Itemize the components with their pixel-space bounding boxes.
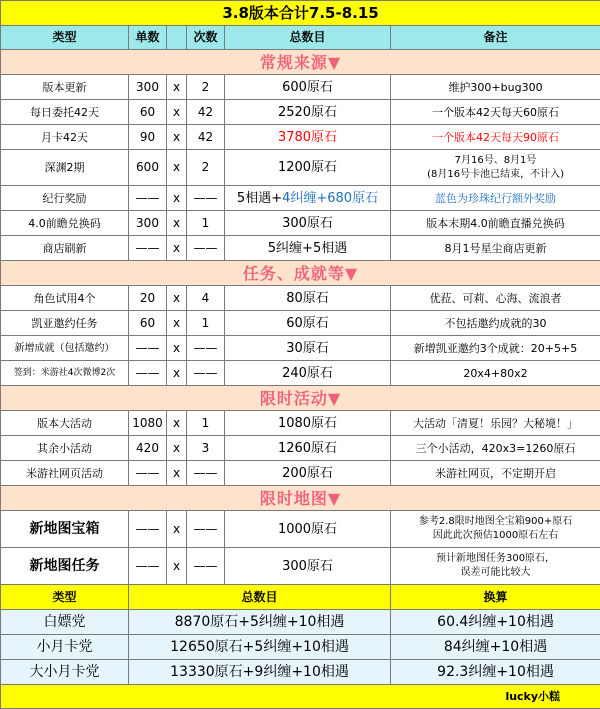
row-total: 1080原石 — [225, 411, 391, 436]
row-unit: —— — [129, 511, 167, 548]
row-times: 1 — [187, 211, 225, 236]
total-part-blue: 4纠缠+680原石 — [282, 191, 378, 206]
row-note — [391, 150, 600, 186]
row-unit: 300 — [129, 211, 167, 236]
row-times: 4 — [187, 286, 225, 311]
row-times: 2 — [187, 150, 225, 186]
row-x: x — [167, 511, 187, 548]
row-type: 4.0前瞻兑换码 — [1, 211, 129, 236]
row-times: —— — [187, 548, 225, 585]
row-times: —— — [187, 361, 225, 386]
row-x: x — [167, 125, 187, 150]
row-note: 一个版本42天每天60原石 — [391, 100, 600, 125]
row-unit: —— — [129, 236, 167, 261]
row-note: 米游社网页，不定期开启 — [391, 461, 600, 486]
section-map — [1, 486, 600, 511]
row-x: x — [167, 150, 187, 186]
row-type: 版本更新 — [1, 75, 129, 100]
table-row — [1, 125, 600, 150]
row-x: x — [167, 186, 187, 211]
table-row — [1, 511, 600, 548]
row-times: 1 — [187, 411, 225, 436]
row-unit: 1080 — [129, 411, 167, 436]
header-x — [167, 26, 187, 50]
row-x: x — [167, 461, 187, 486]
table-row — [1, 311, 600, 336]
row-x: x — [167, 336, 187, 361]
table-row — [1, 236, 600, 261]
row-type: 新地图任务 — [1, 548, 129, 585]
row-x: x — [167, 286, 187, 311]
section-tasks — [1, 261, 600, 286]
row-x: x — [167, 361, 187, 386]
row-times: 42 — [187, 100, 225, 125]
row-type: 新增成就（包括邀约） — [1, 336, 129, 361]
row-times: 1 — [187, 311, 225, 336]
row-unit: 60 — [129, 100, 167, 125]
page-title: 3.8版本合计7.5-8.15 — [1, 1, 600, 26]
summary-total: 12650原石+5纠缠+10相遇 — [129, 635, 391, 660]
row-note: 新增凯亚邀约3个成就：20+5+5 — [391, 336, 600, 361]
row-type: 每日委托42天 — [1, 100, 129, 125]
row-total: 1260原石 — [225, 436, 391, 461]
row-unit: —— — [129, 548, 167, 585]
table-row — [1, 75, 600, 100]
summary-header-row — [1, 585, 600, 610]
row-times: —— — [187, 511, 225, 548]
row-type: 深渊2期 — [1, 150, 129, 186]
header-row — [1, 26, 600, 50]
row-x: x — [167, 411, 187, 436]
row-times: 42 — [187, 125, 225, 150]
summary-header-total: 总数目 — [129, 585, 391, 610]
table-row — [1, 548, 600, 585]
row-note: 优菈、可莉、心海、流浪者 — [391, 286, 600, 311]
row-x: x — [167, 211, 187, 236]
section-event — [1, 386, 600, 411]
table-row — [1, 361, 600, 386]
note-line: 误差可能比较大 — [393, 566, 598, 580]
row-note: 三个小活动，420x3=1260原石 — [391, 436, 600, 461]
title-row — [1, 1, 600, 26]
section-title: 任务、成就等▼ — [1, 261, 600, 286]
row-total: 3780原石 — [225, 125, 391, 150]
summary-row — [1, 660, 600, 685]
row-total: 200原石 — [225, 461, 391, 486]
section-title: 限时地图▼ — [1, 486, 600, 511]
row-type: 角色试用4个 — [1, 286, 129, 311]
row-unit: —— — [129, 461, 167, 486]
row-note: 蓝色为珍珠纪行额外奖励 — [391, 186, 600, 211]
summary-convert: 84纠缠+10相遇 — [391, 635, 600, 660]
row-times: —— — [187, 186, 225, 211]
note-line: 7月16号、8月1号 — [393, 154, 598, 168]
row-times: 2 — [187, 75, 225, 100]
row-total: 80原石 — [225, 286, 391, 311]
row-x: x — [167, 75, 187, 100]
row-type: 纪行奖励 — [1, 186, 129, 211]
row-total: 2520原石 — [225, 100, 391, 125]
row-note: 大活动「清夏！乐园？大秘境！」 — [391, 411, 600, 436]
table-row — [1, 461, 600, 486]
section-regular — [1, 50, 600, 75]
note-line: (8月16号卡池已结束，不计入) — [393, 168, 598, 182]
row-total: 300原石 — [225, 211, 391, 236]
row-x: x — [167, 100, 187, 125]
row-unit: 90 — [129, 125, 167, 150]
summary-convert: 60.4纠缠+10相遇 — [391, 610, 600, 635]
summary-type: 白嫖党 — [1, 610, 129, 635]
summary-total: 13330原石+9纠缠+10相遇 — [129, 660, 391, 685]
summary-type: 大小月卡党 — [1, 660, 129, 685]
row-x: x — [167, 436, 187, 461]
footer-credit: lucky小糕 — [1, 685, 600, 709]
row-x: x — [167, 236, 187, 261]
total-part: 5相遇+ — [237, 191, 282, 206]
row-x: x — [167, 311, 187, 336]
header-unit: 单数 — [129, 26, 167, 50]
summary-total: 8870原石+5纠缠+10相遇 — [129, 610, 391, 635]
row-total: 60原石 — [225, 311, 391, 336]
summary-header-type: 类型 — [1, 585, 129, 610]
row-note: 维护300+bug300 — [391, 75, 600, 100]
row-times: 3 — [187, 436, 225, 461]
row-unit: —— — [129, 186, 167, 211]
table-row — [1, 211, 600, 236]
row-note — [391, 548, 600, 585]
row-unit: —— — [129, 361, 167, 386]
row-type: 版本大活动 — [1, 411, 129, 436]
row-note: 一个版本42天每天90原石 — [391, 125, 600, 150]
summary-convert: 92.3纠缠+10相遇 — [391, 660, 600, 685]
row-unit: 20 — [129, 286, 167, 311]
row-type: 签到：米游社4次微博2次 — [1, 361, 129, 386]
row-total — [225, 186, 391, 211]
table-row — [1, 100, 600, 125]
header-note: 备注 — [391, 26, 600, 50]
row-type: 月卡42天 — [1, 125, 129, 150]
row-total: 5纠缠+5相遇 — [225, 236, 391, 261]
row-total: 600原石 — [225, 75, 391, 100]
row-unit: 600 — [129, 150, 167, 186]
table-row — [1, 336, 600, 361]
row-note: 不包括邀约成就的30 — [391, 311, 600, 336]
row-type: 商店刷新 — [1, 236, 129, 261]
note-line: 因此此次预估1000原石左右 — [393, 529, 598, 543]
row-unit: 420 — [129, 436, 167, 461]
row-times: —— — [187, 461, 225, 486]
row-unit: 60 — [129, 311, 167, 336]
row-total: 300原石 — [225, 548, 391, 585]
row-note: 8月1号星尘商店更新 — [391, 236, 600, 261]
note-line: 参考2.8限时地图全宝箱900+原石 — [393, 515, 598, 529]
summary-row — [1, 635, 600, 660]
row-times: —— — [187, 336, 225, 361]
row-total: 1200原石 — [225, 150, 391, 186]
footer-row — [1, 685, 600, 709]
header-total: 总数目 — [225, 26, 391, 50]
header-times: 次数 — [187, 26, 225, 50]
header-type: 类型 — [1, 26, 129, 50]
row-total: 30原石 — [225, 336, 391, 361]
section-title: 常规来源▼ — [1, 50, 600, 75]
section-title: 限时活动▼ — [1, 386, 600, 411]
table-row — [1, 436, 600, 461]
note-line: 预计新地图任务300原石， — [393, 552, 598, 566]
row-x: x — [167, 548, 187, 585]
row-total: 1000原石 — [225, 511, 391, 548]
row-type: 米游社网页活动 — [1, 461, 129, 486]
row-note: 20x4+80x2 — [391, 361, 600, 386]
row-type: 其余小活动 — [1, 436, 129, 461]
table-row — [1, 286, 600, 311]
row-times: —— — [187, 236, 225, 261]
table-row — [1, 186, 600, 211]
row-type: 凯亚邀约任务 — [1, 311, 129, 336]
table-row — [1, 411, 600, 436]
row-unit: —— — [129, 336, 167, 361]
row-note: 版本末期4.0前瞻直播兑换码 — [391, 211, 600, 236]
row-total: 240原石 — [225, 361, 391, 386]
summary-header-convert: 换算 — [391, 585, 600, 610]
row-note — [391, 511, 600, 548]
row-type: 新地图宝箱 — [1, 511, 129, 548]
table-row — [1, 150, 600, 186]
summary-row — [1, 610, 600, 635]
summary-type: 小月卡党 — [1, 635, 129, 660]
row-unit: 300 — [129, 75, 167, 100]
